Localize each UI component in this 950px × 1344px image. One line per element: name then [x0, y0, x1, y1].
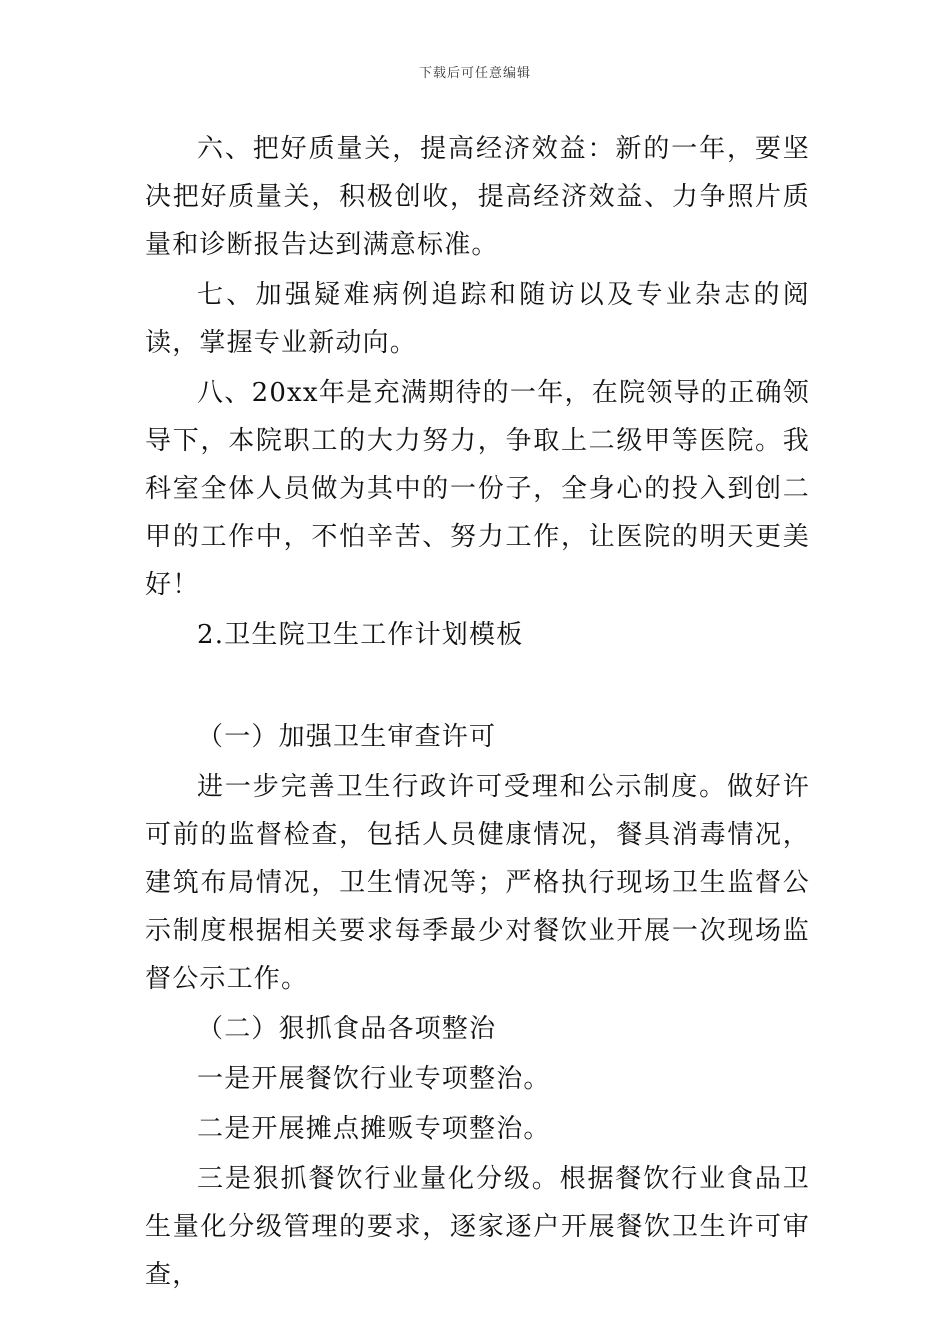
paragraph-vendor-rectification: 二是开展摊点摊贩专项整治。 [197, 1114, 551, 1144]
document-body [145, 125, 810, 1299]
subsection-heading-2: （二）狠抓食品各项整治 [197, 1014, 497, 1044]
paragraph-annual-goal: 八、20xx年是充满期待的一年，在院领导的正确领导下，本院职工的大力努力，争取上二级甲等医院。我科室全体人员做为其中的一份子，全身心的投入到创二甲的工作中，不怕辛苦、努力工作，让医院的明天更美好！ [145, 378, 810, 600]
subsection-heading-1: （一）加强卫生审查许可 [197, 722, 497, 752]
page-header: 下载后可任意编辑 [418, 66, 531, 81]
paragraph-difficult-cases: 七、加强疑难病例追踪和随访以及专业杂志的阅读，掌握专业新动向。 [145, 280, 810, 358]
paragraph-catering-rectification: 一是开展餐饮行业专项整治。 [197, 1064, 551, 1094]
section-gap [145, 659, 810, 713]
paragraph-grading: 三是狠抓餐饮行业量化分级。根据餐饮行业食品卫生量化分级管理的要求，逐家逐户开展餐饮卫生许可审查， [145, 1164, 810, 1290]
paragraph-license-review: 进一步完善卫生行政许可受理和公示制度。做好许可前的监督检查，包括人员健康情况，餐具消毒情况，建筑布局情况，卫生情况等；严格执行现场卫生监督公示制度根据相关要求每季最少对餐饮业开展一次现场监督公示工作。 [145, 772, 810, 994]
section-title: 2.卫生院卫生工作计划模板 [197, 620, 524, 650]
paragraph-quality-control: 六、把好质量关，提高经济效益：新的一年，要坚决把好质量关，积极创收，提高经济效益、力争照片质量和诊断报告达到满意标准。 [145, 134, 810, 260]
